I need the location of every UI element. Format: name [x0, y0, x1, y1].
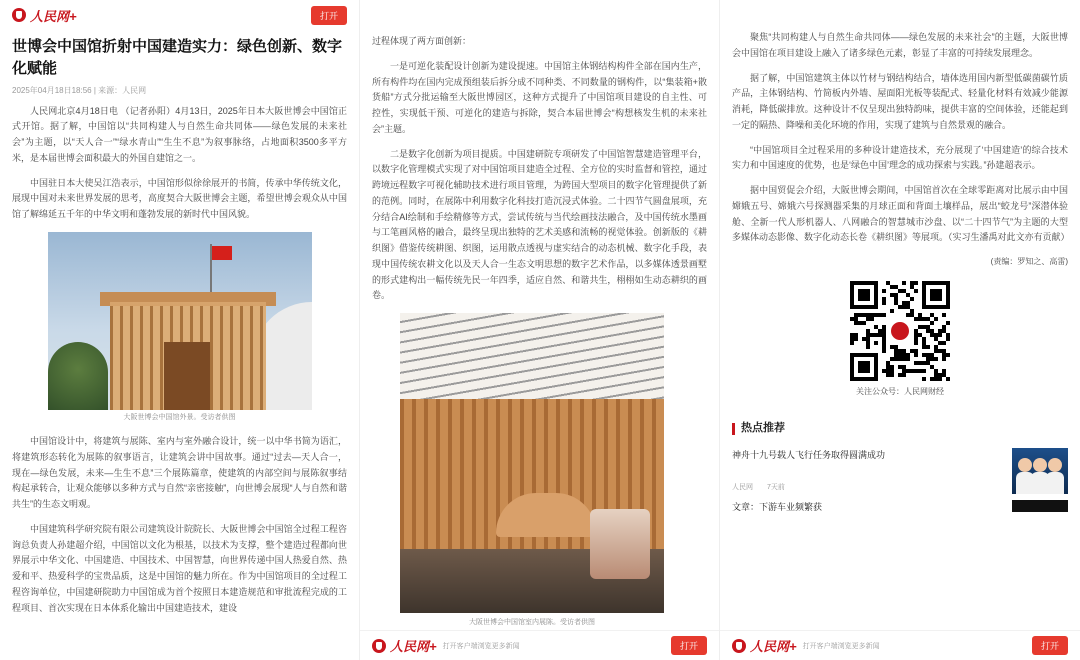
people-daily-logo-icon [12, 8, 26, 22]
people-daily-logo-icon [732, 639, 746, 653]
open-app-button[interactable]: 打开 [311, 6, 347, 25]
top-bar [0, 0, 359, 30]
paragraph: 据中国贸促会介绍，大阪世博会期间，中国馆首次在全球零距离对比展示由中国嫦娥五号、嫦娥六号探测器采集的月球正面和背面土壤样品，展出“蛟龙号”深潜体验舱、全新一代人形机器人、八网融合的智慧城市沙盘、以“二十四节气”为主题的大型多媒体动态影像、数字化动态长卷《耕织图》等展项。（实习生潘禹对此文亦有贡献） [732, 185, 1070, 243]
paragraph: 过程体现了两方面创新： [372, 36, 472, 46]
qr-code[interactable] [850, 281, 950, 381]
open-app-button[interactable]: 打开 [1032, 636, 1068, 655]
open-app-button[interactable]: 打开 [671, 636, 707, 655]
qr-label: 关注公众号：人民网财经 [856, 387, 944, 396]
paragraph: 中国建筑科学研究院有限公司建筑设计院院长、大阪世博会中国馆全过程工程咨询总负责人孙建超介绍，中国馆以文化为根基，以技术为支撑，整个建造过程都向世界展示中华文化、中国建造、中国技术、中国智慧，向世界传递中国人热爱自然、热爱和平、热爱科学的宝贵品质，这是中国馆的魅力所在。作为中国馆项目的全过程工程咨询单位，中国建研院助力中国馆成为首个按照日本建造规范和审批流程完成的工程项目、首次实现在日本体系化输出中国建造技术，建设 [12, 523, 347, 613]
news-title[interactable]: 文章：下游车业频繁获 [732, 502, 823, 513]
hot-recommend-heading: 热点推荐 [732, 419, 1068, 438]
pavilion-exterior-image[interactable] [48, 232, 312, 410]
paragraph: 人民网北京4月18日电 （记者孙阳）4月13日，2025年日本大阪世博会中国馆正式开馆。据了解，中国馆以“共同构建人与自然生命共同体——绿色发展的未来社会”为主题，以“天人合一”“绿水青山”“生生不息”为叙事脉络，占地面积3500多平方米，是本届世博会面积最大的外国自建馆之一。 [12, 105, 347, 163]
paragraph: 一是可逆化装配设计创新为建设提速。中国馆主体钢结构构件全部在国内生产，所有构件均在国内完成预组装后拆分成不同种类、不同数量的钢构件，以“集装箱+散货船”方式分批运输至大阪世博园区，这种方式提升了中国馆项目建设的自主性、可控性，实现低干预、可逆化的建造与拆除，契合本届世博会“构想核发生机的未来社会”主题。 [372, 60, 707, 134]
news-thumbnail[interactable] [1012, 500, 1068, 512]
app-footer-bar [720, 630, 1080, 660]
paragraph: 中国馆设计中，将建筑与展陈、室内与室外融合设计，统一以中华书简为语汇，将建筑形态转化为展陈的叙事语言，让建筑会讲中国故事。通过“过去—天人合一，现在—绿色发展，未来—生生不息”三个展陈篇章，使建筑的内部空间与展陈叙事结构起承转合，让观众能够以多种方式与自然“亲密接触”，向世博会展现“人与自然和谐共生”的生态文明观。 [12, 436, 347, 509]
flag-icon [212, 246, 232, 260]
app-footer-bar [360, 630, 719, 660]
editor-signoff: (责编：罗知之、高雷) [990, 257, 1068, 266]
news-item[interactable] [732, 448, 1068, 494]
news-title[interactable]: 神舟十九号载人飞行任务取得圆满成功 [732, 450, 886, 461]
paragraph: “中国馆项目全过程采用的多种设计建造技术，充分展现了‘中国建造’的综合技术实力和中国速度的优势，也是‘绿色中国’理念的成功探索与实践。”孙建超表示。 [732, 144, 1068, 171]
pavilion-interior-image[interactable] [400, 313, 664, 613]
article-title: 世博会中国馆折射中国建造实力：绿色创新、数字化赋能 [12, 38, 343, 77]
paragraph: 聚焦“共同构建人与自然生命共同体——绿色发展的未来社会”的主题，大阪世博会中国馆在项目建设上融入了诸多绿色元素，彰显了丰富的可持续发展理念。 [732, 32, 1068, 58]
logo[interactable] [12, 6, 77, 25]
news-time: 7天前 [767, 484, 785, 491]
logo[interactable] [372, 636, 437, 655]
logo-text: 人民网+ [30, 8, 77, 24]
article-panel-2[interactable] [360, 0, 720, 660]
people-daily-logo-icon [888, 319, 912, 343]
logo-text: 人民网+ [390, 639, 437, 654]
image-caption: 大阪世博会中国馆外景。受访者供图 [123, 413, 236, 421]
article-panel-1[interactable] [0, 0, 360, 660]
paragraph: 中国驻日本大使吴江浩表示，中国馆形似徐徐展开的书简，传承中华传统文化，展现中国对未来世界发展的思考，高度契合大阪世博会主题，希望世博会观众从中国馆了解绵延五千年的中华文明和蓬勃发展的新时代中国风貌。 [12, 177, 347, 219]
footer-note: 打开客户端浏览更多新闻 [802, 642, 880, 650]
top-spacer [720, 0, 1080, 30]
article-meta: 2025年04月18日18:56 | 来源：人民网 [12, 85, 147, 95]
paragraph: 二是数字化创新为项目提质。中国建研院专项研发了中国馆智慧建造管理平台，以数字化管理模式实现了对中国馆项目建造全过程、全方位的实时监督和管控，通过跨境远程数字可视化辅助技术进行项目管理，为跨国大型项目的数字化管理提供了新的范例。同时，在展陈中利用数字化科技打造沉浸式体验。二十四节气圆盘展项，充分结合AI绘制和手绘精修等方式，尝试传统与当代绘画技法融合，及中国传统水墨画与工笔画风格的融合，最终呈现出独特的艺术美感和流畅的视觉体验。创新版的《耕织图》借鉴传统耕图、织图，运用散点透视与虚实结合的动态机械、数字化手段，表现中国传统农耕文化以及天人合一生态文明思想的数字艺术作品，以多媒体透景画墅的形式建构出一幅传统先民一年四季，适应自然、和谐共生，栩栩如生动态耕织的画卷。 [372, 148, 707, 301]
image-caption: 大阪世博会中国馆室内展陈。受访者供图 [469, 619, 595, 626]
news-source: 人民网 [732, 484, 753, 491]
paragraph: 据了解，中国馆建筑主体以竹材与钢结构结合，墙体选用国内新型低碳菌碳竹质产品，主体钢结构、竹简板内外墙、屋面阳光板等装配式、轻量化材料有效减少能源消耗，降低碳排放。这种设计不仅呈现出独特韵味，提供丰富的空间体验，还能起到一定的隔热、降噪和美化环境的作用，实现了建筑与自然景观的融合。 [732, 72, 1068, 130]
article-panel-3[interactable] [720, 0, 1080, 660]
footer-note: 打开客户端浏览更多新闻 [442, 642, 520, 650]
logo-text: 人民网+ [750, 639, 797, 654]
people-daily-logo-icon [372, 639, 386, 653]
logo[interactable] [732, 636, 797, 655]
news-item[interactable] [732, 500, 1068, 516]
astronauts-thumbnail[interactable] [1012, 448, 1068, 494]
